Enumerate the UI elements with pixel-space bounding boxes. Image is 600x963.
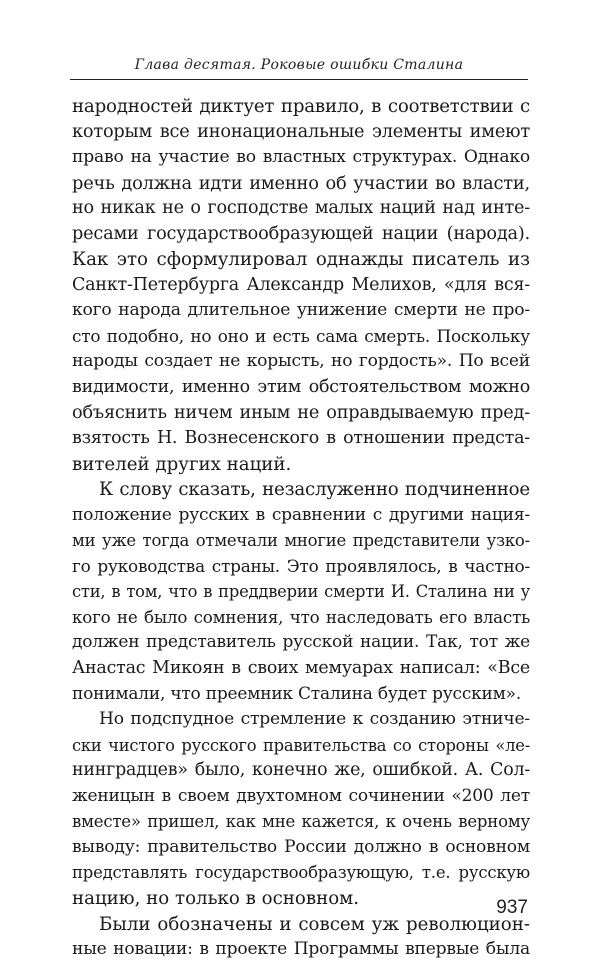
running-head: Глава десятая. Роковые ошибки Сталина	[134, 57, 464, 73]
text-line: право на участие во властных структурах. Однако	[72, 147, 530, 168]
text-line: кого не было сомнения, что наследовать его власть	[72, 606, 530, 627]
page-number: 937	[496, 897, 528, 918]
text-line: го руководства страны. Это проявлялось, в частно-	[72, 555, 530, 576]
text-line: нинградцев» было, конечно же, ошибкой. А. Сол-	[72, 760, 530, 781]
text-line: нацию, но только в основном.	[72, 887, 360, 909]
text-line: Как это сформулировал однажды писатель из	[72, 249, 530, 271]
text-line: Санкт-Петербурга Александр Мелихов, «для вся-	[72, 274, 530, 295]
text-line: сти, в том, что в преддверии смерти И. Сталина ни у	[72, 582, 530, 602]
text-line: сто подобно, но оно и есть сама смерть. Поскольку	[72, 325, 530, 346]
text-line: народы создает не корысть, но гордость». По всей	[72, 351, 530, 372]
text-line: ные новации: в проекте Программы впервые была	[72, 939, 530, 960]
text-line: представлять государствообразующую, т.е. русскую	[72, 863, 530, 883]
text-line: Но подспудное стремление к созданию этниче-	[99, 709, 530, 730]
text-line: положение русских в сравнении с другими нация-	[72, 504, 530, 525]
text-line: ресами государствообразующей нации (народа).	[72, 223, 530, 244]
paragraph	[72, 912, 530, 963]
paragraph	[72, 477, 530, 707]
text-line: понимали, что преемник Сталина будет русским».	[72, 683, 522, 704]
text-line: речь должна идти именно об участии во власти,	[72, 172, 530, 194]
text-line: которым все инонациональные элементы имеют	[72, 121, 530, 142]
paragraph	[72, 94, 530, 477]
paragraph	[72, 707, 530, 911]
text-line: женицын в своем двухтомном сочинении «200 лет	[72, 785, 530, 806]
text-line: К слову сказать, незаслуженно подчиненное	[99, 479, 530, 501]
body-text	[72, 94, 530, 963]
header-rule	[70, 79, 528, 80]
text-line: ски чистого русского правительства со стороны «ле-	[72, 735, 530, 755]
text-line: Анастас Микоян в своих мемуарах написал: «Все	[72, 658, 530, 679]
text-line: ми уже тогда отмечали многие представители узко-	[72, 531, 530, 551]
text-line: должен представитель русской нации. Так, тот же	[72, 632, 530, 653]
text-line: Были обозначены и совсем уж революцион-	[99, 913, 530, 935]
text-line: кого народа длительное унижение смерти не про-	[72, 300, 530, 321]
text-line: вителей других наций.	[72, 453, 292, 475]
text-line: вместе» пришел, как мне кажется, к очень верному	[72, 812, 530, 832]
text-line: выводу: правительство России должно в основном	[72, 836, 530, 857]
text-line: но никак не о господстве малых наций над инте-	[72, 198, 530, 219]
text-line: народностей диктует правило, в соответствии с	[72, 96, 530, 117]
text-line: объяснить ничем иным не оправдываемую пред-	[72, 402, 530, 423]
text-line: видимости, именно этим обстоятельством можно	[72, 377, 530, 398]
text-line: взятость Н. Вознесенского в отношении предста-	[72, 428, 530, 449]
